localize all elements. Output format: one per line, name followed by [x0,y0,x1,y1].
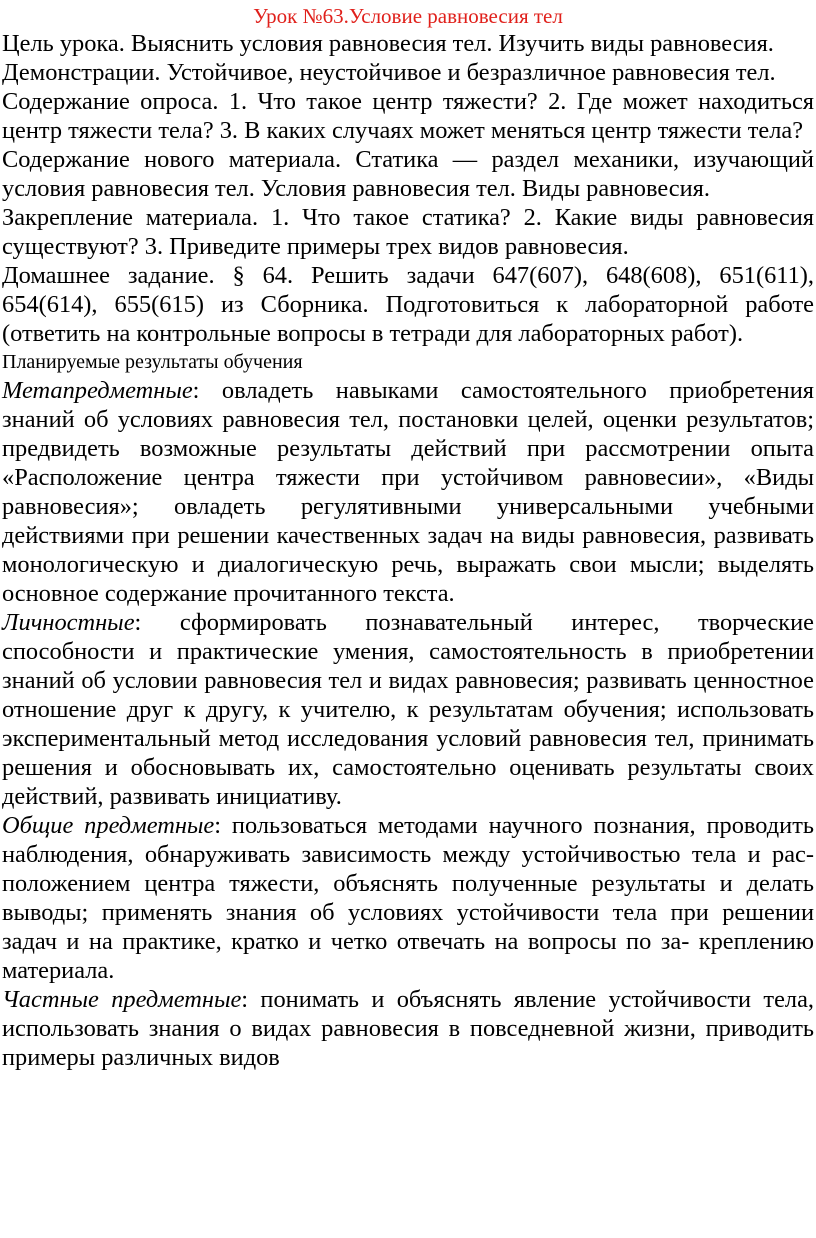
lesson-title: Урок №63.Условие равновесия тел [253,4,563,28]
personal-results-label: Личностные [2,609,135,636]
personal-results-paragraph [2,608,814,811]
new-material-paragraph: Содержание нового материала. Статика — раздел механики, изучающий условия равновесия тел. Условия равновесия тел. Виды равновесия. [2,146,814,202]
general-subject-results-paragraph [2,811,814,985]
goal-paragraph: Цель урока. Выяснить условия равновесия тел. Изучить виды равновесия. [2,30,774,57]
general-subject-results-text: : пользоваться методами научного познания, проводить наблюдения, обнаруживать зависимость между устойчивостью тела и рас- положением центра тяжести, объяснять полученные результаты и делать выводы; применять знания об условиях устойчивости тела при решении задач и на практике, кратко и четко отвечать на вопросы по за- креплению материала. [2,812,814,984]
document-body [2,29,814,1072]
demos-paragraph: Демонстрации. Устойчивое, неустойчивое и безразличное равновесия тел. [2,59,776,86]
meta-results-text: : овладеть навыками самостоятельного приобретения знаний об условиях равновесия тел, постановки целей, оценки результатов; предвидеть возможные результаты действий при рассмотрении опыта «Расположение центра тяжести при устойчивом равновесии», «Виды равновесия»; овладеть регулятивными универсальными учебными действиями при решении качественных задач на виды равновесия, развивать монологическую и диалогическую речь, выражать свои мысли; выделять основное содержание прочитанного текста. [2,377,814,607]
survey-paragraph: Содержание опроса. 1. Что такое центр тяжести? 2. Где может находиться центр тяжести тела? 3. В каких случаях может меняться центр тяжести тела? [2,88,814,144]
meta-results-paragraph [2,376,814,608]
specific-subject-results-text: : понимать и объяснять явление устойчивости тела, использовать знания о видах равновесия в повседневной жизни, приводить примеры различных видов [2,986,814,1071]
personal-results-text: : сформировать познавательный интерес, творческие способности и практические умения, самостоятельность в приобретении знаний об условии равновесия тел и видах равновесия; развивать ценностное отношение друг к другу, к учителю, к результатам обучения; использовать экспериментальный метод исследования условий равновесия тел, принимать решения и обосновывать их, самостоятельно оценивать результаты своих действий, развивать инициативу. [2,609,814,810]
specific-subject-results-paragraph [2,985,814,1072]
specific-subject-results-label: Частные предметные [2,986,242,1013]
meta-results-label: Метапредметные [2,377,193,404]
results-heading: Планируемые результаты обучения [2,351,303,373]
homework-paragraph: Домашнее задание. § 64. Решить задачи 647(607), 648(608), 651(611), 654(614), 655(615) из Сборника. Подготовиться к лабораторной работе (ответить на контрольные вопросы в тетради для лабораторных работ). [2,262,814,347]
general-subject-results-label: Общие предметные [2,812,215,839]
consolidation-paragraph: Закрепление материала. 1. Что такое статика? 2. Какие виды равновесия существуют? 3. Приведите примеры трех видов равновесия. [2,204,814,260]
